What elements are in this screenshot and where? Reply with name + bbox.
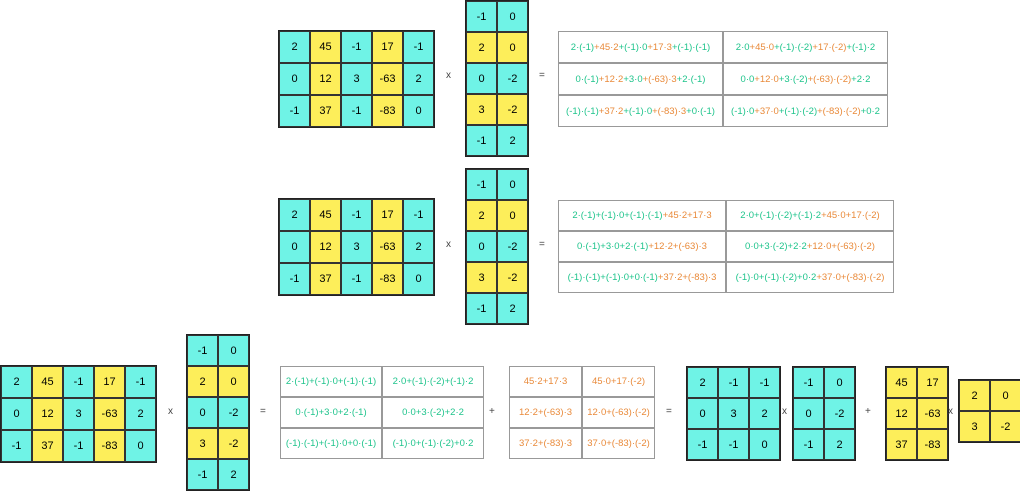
matrix-cell: 2 bbox=[749, 398, 780, 429]
matrix-cell: 3 bbox=[466, 262, 497, 293]
matrix-cell: 2 bbox=[125, 398, 156, 430]
equals-operator: = bbox=[260, 406, 266, 417]
expression-term: 2·(-1)+(-1)·0+(-1)·(-1) bbox=[285, 376, 377, 387]
matrix-cell: 37 bbox=[310, 95, 341, 127]
matrix-cell: -1 bbox=[466, 293, 497, 324]
matrix-cell: -83 bbox=[917, 429, 948, 460]
expression-cell bbox=[558, 200, 726, 231]
expression-term: +45·2 bbox=[594, 41, 619, 53]
matrix-cell: -83 bbox=[94, 430, 125, 462]
expression-term: +(-1)·2 bbox=[846, 41, 876, 53]
expression-term: +2·2 bbox=[851, 73, 871, 85]
expression-cell bbox=[509, 366, 582, 397]
expression-cell bbox=[582, 428, 655, 459]
expression-term: 0·(-1)+3·0+2·(-1) bbox=[295, 407, 367, 418]
expression-term: +0·2 bbox=[860, 105, 880, 117]
expression-cell bbox=[509, 397, 582, 428]
matrix-a bbox=[0, 365, 157, 463]
matrix-cell: 2 bbox=[497, 125, 528, 156]
expression-cell bbox=[558, 95, 723, 127]
expression-term: 12·0+(-63)·(-2) bbox=[587, 407, 650, 418]
matrix-cell: 2 bbox=[279, 199, 310, 231]
matrix-cell: 12 bbox=[32, 398, 63, 430]
expression-cell bbox=[582, 366, 655, 397]
matrix-cell: -1 bbox=[403, 199, 434, 231]
matrix-cell: -63 bbox=[917, 398, 948, 429]
matrix-cell: 0 bbox=[279, 231, 310, 263]
submatrix-a-cyan bbox=[686, 366, 781, 461]
expression-cell bbox=[558, 63, 723, 95]
expression-term: 37·2+(-83)·3 bbox=[518, 438, 573, 449]
matrix-cell: 0 bbox=[403, 95, 434, 127]
matrix-cell: -83 bbox=[372, 263, 403, 295]
result-matrix-grouped bbox=[558, 200, 894, 293]
expression-cell bbox=[280, 366, 382, 397]
matrix-cell: -1 bbox=[63, 430, 94, 462]
matrix-cell: -1 bbox=[125, 366, 156, 398]
expression-term: 0·(-1)+3·0+2·(-1) bbox=[577, 241, 649, 252]
expression-cell bbox=[382, 428, 484, 459]
expression-term: +45·0+17·(-2) bbox=[821, 210, 880, 221]
expression-term: 2·0+(-1)·(-2)+(-1)·2 bbox=[392, 376, 474, 387]
matrix-cell: 17 bbox=[94, 366, 125, 398]
matrix-cell: 2 bbox=[1, 366, 32, 398]
expression-term: +(-1)·0 bbox=[618, 41, 648, 53]
expression-cell bbox=[558, 231, 726, 262]
matrix-b bbox=[465, 0, 529, 157]
matrix-cell: 3 bbox=[718, 398, 749, 429]
matrix-cell: -83 bbox=[372, 95, 403, 127]
matrix-cell: 12 bbox=[886, 398, 917, 429]
matrix-cell: 3 bbox=[187, 428, 218, 459]
matrix-cell: 0 bbox=[466, 63, 497, 94]
matrix-cell: -1 bbox=[1, 430, 32, 462]
expression-cell bbox=[382, 366, 484, 397]
matrix-cell: -1 bbox=[466, 1, 497, 32]
matrix-cell: -1 bbox=[466, 125, 497, 156]
times-operator: x bbox=[782, 406, 787, 417]
matrix-cell: -2 bbox=[497, 94, 528, 125]
matrix-cell: 0 bbox=[497, 200, 528, 231]
matrix-cell: 12 bbox=[310, 63, 341, 95]
expression-cell bbox=[582, 397, 655, 428]
matrix-cell: 0 bbox=[218, 366, 249, 397]
equals-operator: = bbox=[666, 406, 672, 417]
expression-term: (-1)·(-1) bbox=[566, 105, 599, 117]
matrix-cell: -1 bbox=[687, 429, 718, 460]
expression-term: +2·(-1) bbox=[676, 73, 706, 85]
matrix-cell: -1 bbox=[341, 263, 372, 295]
expression-term: +(-63)·3 bbox=[642, 73, 677, 85]
equals-operator: = bbox=[539, 239, 545, 250]
matrix-cell: 3 bbox=[341, 63, 372, 95]
expression-term: +12·2 bbox=[598, 73, 624, 85]
matrix-cell: 2 bbox=[466, 200, 497, 231]
expression-term: +12·0 bbox=[754, 73, 779, 85]
matrix-cell: 2 bbox=[824, 429, 855, 460]
equals-operator: = bbox=[539, 70, 545, 81]
matrix-cell: 2 bbox=[403, 231, 434, 263]
expression-term: 45·0+17·(-2) bbox=[591, 376, 646, 387]
expression-term: +12·0+(-63)·(-2) bbox=[806, 241, 875, 252]
matrix-cell: -63 bbox=[94, 398, 125, 430]
matrix-cell: -2 bbox=[497, 63, 528, 94]
expression-term: +(-83)·(-2) bbox=[817, 105, 861, 117]
submatrix-b-cyan bbox=[792, 366, 856, 461]
matrix-cell: -1 bbox=[279, 263, 310, 295]
matrix-cell: -2 bbox=[497, 231, 528, 262]
expression-term: +37·0+(-83)·(-2) bbox=[816, 272, 885, 283]
expression-term: +(-1)·(-2) bbox=[778, 105, 818, 117]
expression-term: +37·2+(-83)·3 bbox=[657, 272, 717, 283]
matrix-cell: -2 bbox=[218, 428, 249, 459]
matrix-cell: -2 bbox=[990, 411, 1020, 442]
expression-cell bbox=[558, 262, 726, 293]
matrix-cell: -1 bbox=[749, 367, 780, 398]
matrix-cell: -1 bbox=[718, 429, 749, 460]
matrix-cell: 2 bbox=[466, 32, 497, 63]
plus-operator: + bbox=[865, 406, 871, 417]
expression-term: 0·(-1) bbox=[575, 73, 599, 85]
matrix-cell: 3 bbox=[959, 411, 990, 442]
matrix-cell: -1 bbox=[403, 31, 434, 63]
matrix-cell: 2 bbox=[187, 366, 218, 397]
expression-term: +17·3 bbox=[647, 41, 672, 53]
expression-term: (-1)·0 bbox=[731, 105, 755, 117]
matrix-cell: -1 bbox=[187, 459, 218, 490]
matrix-cell: 3 bbox=[63, 398, 94, 430]
expression-cell bbox=[382, 397, 484, 428]
expression-term: +(-1)·(-2) bbox=[774, 41, 813, 53]
matrix-cell: 17 bbox=[372, 199, 403, 231]
expression-term: +37·0 bbox=[754, 105, 779, 117]
matrix-cell: 0 bbox=[497, 169, 528, 200]
matrix-cell: -1 bbox=[793, 367, 824, 398]
matrix-cell: 2 bbox=[403, 63, 434, 95]
matrix-cell: -1 bbox=[341, 31, 372, 63]
matrix-cell: 2 bbox=[959, 380, 990, 411]
matrix-a bbox=[278, 30, 435, 128]
matrix-cell: 17 bbox=[917, 367, 948, 398]
matrix-cell: 2 bbox=[279, 31, 310, 63]
matrix-cell: 0 bbox=[824, 367, 855, 398]
expression-term: +3·(-2) bbox=[778, 73, 808, 85]
matrix-b bbox=[186, 334, 250, 491]
expression-cell bbox=[726, 262, 894, 293]
expression-term: 0·0+3·(-2)+2·2 bbox=[745, 241, 807, 252]
result-matrix-expanded bbox=[558, 31, 888, 127]
matrix-cell: 37 bbox=[310, 263, 341, 295]
expression-cell bbox=[723, 63, 888, 95]
expression-term: (-1)·0+(-1)·(-2)+0·2 bbox=[392, 438, 474, 449]
expression-term: +(-1)·0 bbox=[623, 105, 653, 117]
expression-term: +(-1)·(-1) bbox=[671, 41, 711, 53]
expression-term: 2·0 bbox=[735, 41, 750, 53]
matrix-cell: 0 bbox=[793, 398, 824, 429]
matrix-cell: 45 bbox=[310, 31, 341, 63]
expression-term: +12·2+(-63)·3 bbox=[648, 241, 707, 252]
matrix-cell: 45 bbox=[310, 199, 341, 231]
times-operator: x bbox=[446, 239, 451, 250]
matrix-cell: -1 bbox=[718, 367, 749, 398]
expression-term: +45·2+17·3 bbox=[662, 210, 712, 221]
matrix-a bbox=[278, 198, 435, 296]
expression-term: 12·2+(-63)·3 bbox=[518, 407, 573, 418]
expression-term: 2·(-1)+(-1)·0+(-1)·(-1) bbox=[572, 210, 663, 221]
matrix-cell: -63 bbox=[372, 231, 403, 263]
expression-term: 2·(-1) bbox=[570, 41, 595, 53]
expression-cell bbox=[723, 31, 888, 63]
expression-cell bbox=[558, 31, 723, 63]
matrix-cell: 0 bbox=[497, 1, 528, 32]
matrix-cell: 0 bbox=[1, 398, 32, 430]
expression-term: 0·0+3·(-2)+2·2 bbox=[402, 407, 464, 418]
partial-product-cyan bbox=[280, 366, 484, 459]
expression-cell bbox=[280, 428, 382, 459]
matrix-cell: 12 bbox=[310, 231, 341, 263]
matrix-cell: 0 bbox=[497, 32, 528, 63]
matrix-cell: -1 bbox=[63, 366, 94, 398]
matrix-cell: 45 bbox=[886, 367, 917, 398]
expression-term: 0·0 bbox=[740, 73, 755, 85]
matrix-cell: 0 bbox=[187, 397, 218, 428]
matrix-cell: -1 bbox=[341, 95, 372, 127]
expression-cell bbox=[726, 231, 894, 262]
matrix-cell: 2 bbox=[497, 293, 528, 324]
matrix-cell: 37 bbox=[32, 430, 63, 462]
expression-term: (-1)·(-1)+(-1)·0+0·(-1) bbox=[567, 272, 658, 283]
expression-term: +3·0 bbox=[623, 73, 643, 85]
matrix-cell: 17 bbox=[372, 31, 403, 63]
matrix-cell: 0 bbox=[749, 429, 780, 460]
matrix-cell: 0 bbox=[990, 380, 1020, 411]
matrix-cell: -2 bbox=[824, 398, 855, 429]
expression-term: (-1)·0+(-1)·(-2)+0·2 bbox=[735, 272, 817, 283]
matrix-cell: -1 bbox=[279, 95, 310, 127]
expression-term: +45·0 bbox=[749, 41, 775, 53]
expression-cell bbox=[723, 95, 888, 127]
submatrix-b-yellow bbox=[958, 379, 1020, 443]
expression-term: +17·(-2) bbox=[812, 41, 847, 53]
matrix-cell: -1 bbox=[341, 199, 372, 231]
expression-term: 37·0+(-83)·(-2) bbox=[587, 438, 650, 449]
expression-cell bbox=[509, 428, 582, 459]
matrix-cell: 3 bbox=[466, 94, 497, 125]
submatrix-a-yellow bbox=[885, 366, 949, 461]
times-operator: x bbox=[948, 406, 953, 417]
expression-cell bbox=[280, 397, 382, 428]
matrix-cell: 2 bbox=[218, 459, 249, 490]
matrix-cell: 0 bbox=[218, 335, 249, 366]
expression-term: (-1)·(-1)+(-1)·0+0·(-1) bbox=[285, 438, 377, 449]
expression-term: 2·0+(-1)·(-2)+(-1)·2 bbox=[740, 210, 822, 221]
expression-cell bbox=[726, 200, 894, 231]
matrix-cell: 0 bbox=[279, 63, 310, 95]
expression-term: +37·2 bbox=[598, 105, 624, 117]
matrix-cell: 37 bbox=[886, 429, 917, 460]
expression-term: +0·(-1) bbox=[686, 105, 715, 117]
times-operator: x bbox=[168, 406, 173, 417]
matrix-cell: -1 bbox=[793, 429, 824, 460]
expression-term: +(-63)·(-2) bbox=[807, 73, 852, 85]
matrix-cell: 0 bbox=[403, 263, 434, 295]
matrix-cell: 45 bbox=[32, 366, 63, 398]
expression-term: +(-83)·3 bbox=[652, 105, 687, 117]
matrix-cell: 3 bbox=[341, 231, 372, 263]
matrix-cell: -63 bbox=[372, 63, 403, 95]
matrix-cell: 0 bbox=[125, 430, 156, 462]
plus-operator: + bbox=[489, 406, 495, 417]
matrix-cell: -1 bbox=[187, 335, 218, 366]
matrix-cell: 0 bbox=[687, 398, 718, 429]
times-operator: x bbox=[446, 70, 451, 81]
matrix-b bbox=[465, 168, 529, 325]
matrix-cell: -2 bbox=[218, 397, 249, 428]
partial-product-yellow bbox=[509, 366, 655, 459]
matrix-cell: 2 bbox=[687, 367, 718, 398]
matrix-cell: 0 bbox=[466, 231, 497, 262]
matrix-cell: -1 bbox=[466, 169, 497, 200]
matrix-cell: -2 bbox=[497, 262, 528, 293]
expression-term: 45·2+17·3 bbox=[523, 376, 568, 387]
